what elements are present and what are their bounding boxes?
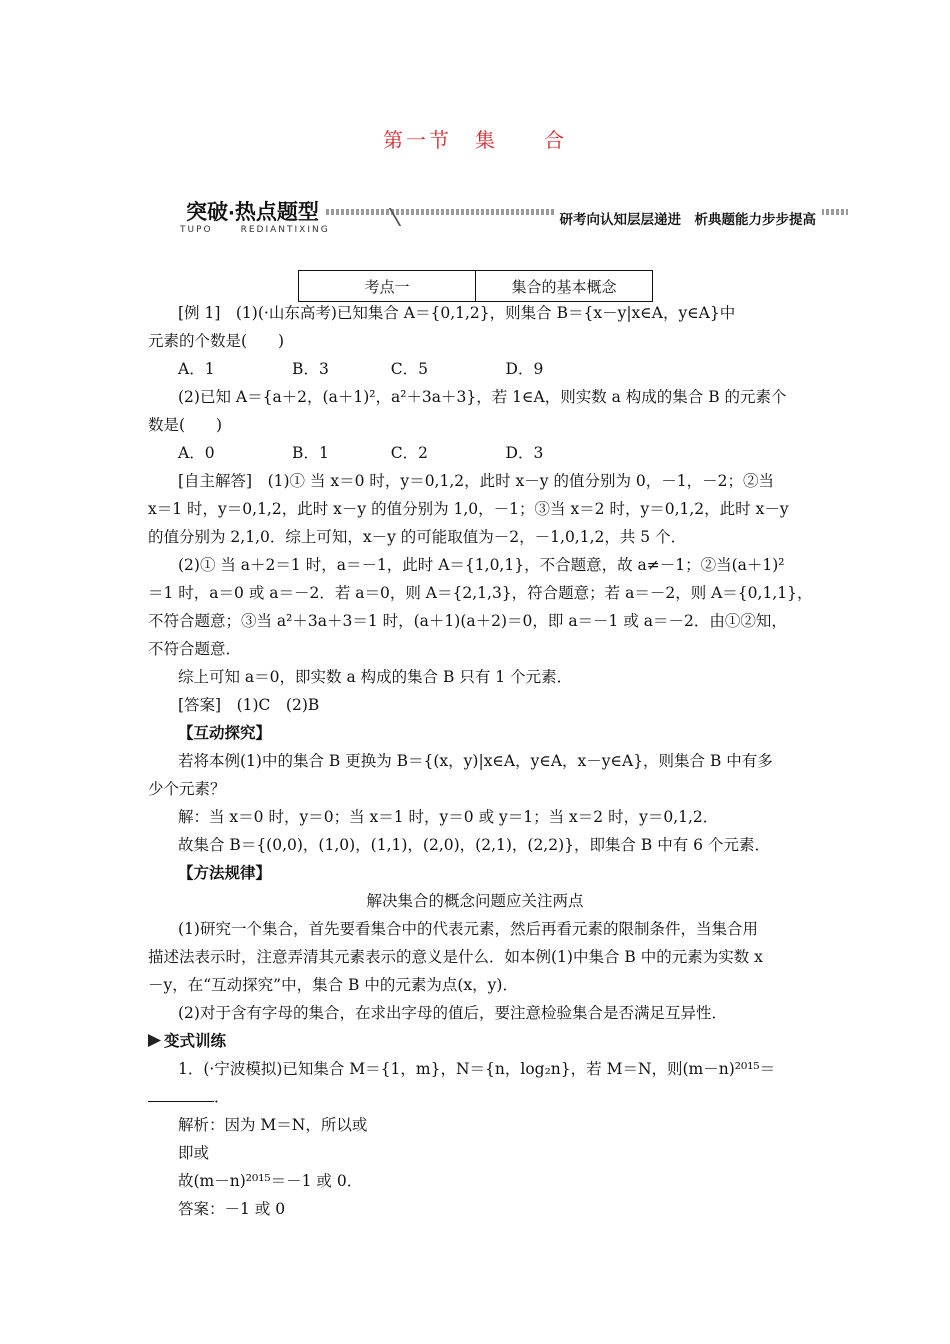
solution-line: 的值分别为 2,1,0．综上可知，x－y 的可能取值为－2，－1,0,1,2，共 5 个． xyxy=(148,528,687,546)
variant-analysis: 解析：因为 M＝N，所以或 xyxy=(178,1116,368,1134)
solution-line: 不符合题意；③当 a²＋3a＋3＝1 时，(a＋1)(a＋2)＝0，即 a＝－1 或 a＝－2．由①②知， xyxy=(148,612,787,630)
solution-line: x＝1 时，y＝0,1,2，此时 x－y 的值分别为 1,0，－1；③当 x＝2 时，y＝0,1,2，此时 x－y xyxy=(148,500,789,518)
play-icon xyxy=(148,1034,161,1047)
banner-slogan: 研考向认知层层递进 析典题能力步步提高 xyxy=(554,208,823,228)
example-1-options: A．1 B．3 C．5 D．9 xyxy=(178,360,544,378)
example-2-question: (2)已知 A＝{a＋2，(a＋1)²，a²＋3a＋3}，若 1∈A，则实数 a 构成的集合 B 的元素个 xyxy=(178,388,787,406)
variant-training-heading xyxy=(148,1029,226,1051)
interactive-question-cont: 少个元素？ xyxy=(148,780,226,798)
topic-number: 考点一 xyxy=(299,271,476,302)
interactive-question: 若将本例(1)中的集合 B 更换为 B＝{(x，y)|x∈A，y∈A，x－y∈A}，则集合 B 中有多 xyxy=(178,752,773,770)
variant-training-label: 变式训练 xyxy=(164,1032,227,1050)
example-1-question-cont: 元素的个数是( ) xyxy=(148,332,285,350)
banner-sub-b: REDIANTIXING xyxy=(240,225,330,235)
method-point: －y，在“互动探究”中，集合 B 中的元素为点(x，y)． xyxy=(148,976,518,994)
topic-table xyxy=(298,270,653,302)
variant-analysis: 故(m－n)²⁰¹⁵＝－1 或 0． xyxy=(178,1172,363,1190)
example-1-question: [例 1] (1)(·山东高考)已知集合 A＝{0,1,2}，则集合 B＝{x－y|x∈A，y∈A}中 xyxy=(178,304,736,322)
banner-sub-a: TUPO xyxy=(180,225,213,235)
method-point: (1)研究一个集合，首先要看集合中的代表元素，然后再看元素的限制条件，当集合用 xyxy=(178,920,758,938)
variant-question: 1．(·宁波模拟)已知集合 M＝{1，m}，N＝{n，log₂n}，若 M＝N，则(m－n)²⁰¹⁵＝ xyxy=(178,1060,776,1078)
banner-heading xyxy=(176,196,325,226)
method-point: (2)对于含有字母的集合，在求出字母的值后，要注意检验集合是否满足互异性． xyxy=(178,1004,727,1022)
variant-analysis: 即或 xyxy=(178,1144,210,1162)
banner-subtitle xyxy=(180,225,330,235)
example-2-question-cont: 数是( ) xyxy=(148,416,223,434)
solution-line: ＝1 时，a＝0 或 a＝－2．若 a＝0，则 A＝{2,1,3}，符合题意；若 a＝－2，则 A＝{0,1,1}， xyxy=(148,584,813,602)
solution-line: [自主解答] (1)① 当 x＝0 时，y＝0,1,2，此时 x－y 的值分别为 0，－1，－2；②当 xyxy=(178,472,774,490)
banner-heading-b: 热点题型 xyxy=(234,200,319,224)
topic-table-row xyxy=(299,271,653,302)
answer-line: [答案] (1)C (2)B xyxy=(178,696,320,714)
method-point: 描述法表示时，注意弄清其元素表示的意义是什么．如本例(1)中集合 B 中的元素为实数 x xyxy=(148,948,763,966)
example-2-options: A．0 B．1 C．2 D．3 xyxy=(178,444,544,462)
solution-conclusion: 综上可知 a＝0，即实数 a 构成的集合 B 只有 1 个元素． xyxy=(178,668,573,686)
interactive-solution: 解：当 x＝0 时，y＝0；当 x＝1 时，y＝0 或 y＝1；当 x＝2 时，y＝0,1,2． xyxy=(178,808,719,826)
solution-line: 不符合题意． xyxy=(148,640,242,658)
topic-name: 集合的基本概念 xyxy=(476,271,653,302)
variant-answer: 答案：－1 或 0 xyxy=(178,1200,286,1218)
banner-dot: · xyxy=(228,203,235,224)
blank-period: ． xyxy=(214,1088,230,1106)
page-title: 第一节 集 合 xyxy=(383,128,567,152)
banner-heading-a: 突破 xyxy=(186,200,228,224)
interactive-solution: 故集合 B＝{(0,0)，(1,0)，(1,1)，(2,0)，(2,1)，(2,2)}，即集合 B 中有 6 个元素． xyxy=(178,836,770,854)
variant-question-blank xyxy=(148,1085,230,1107)
method-subtitle: 解决集合的概念问题应关注两点 xyxy=(366,892,584,910)
answer-blank xyxy=(148,1101,214,1102)
solution-line: (2)① 当 a＋2＝1 时，a＝－1，此时 A＝{1,0,1}，不合题意，故 a≠－1；②当(a＋1)² xyxy=(178,556,785,574)
section-heading-method: 【方法规律】 xyxy=(178,864,272,882)
section-banner xyxy=(176,196,848,238)
section-heading-interactive: 【互动探究】 xyxy=(178,724,272,742)
